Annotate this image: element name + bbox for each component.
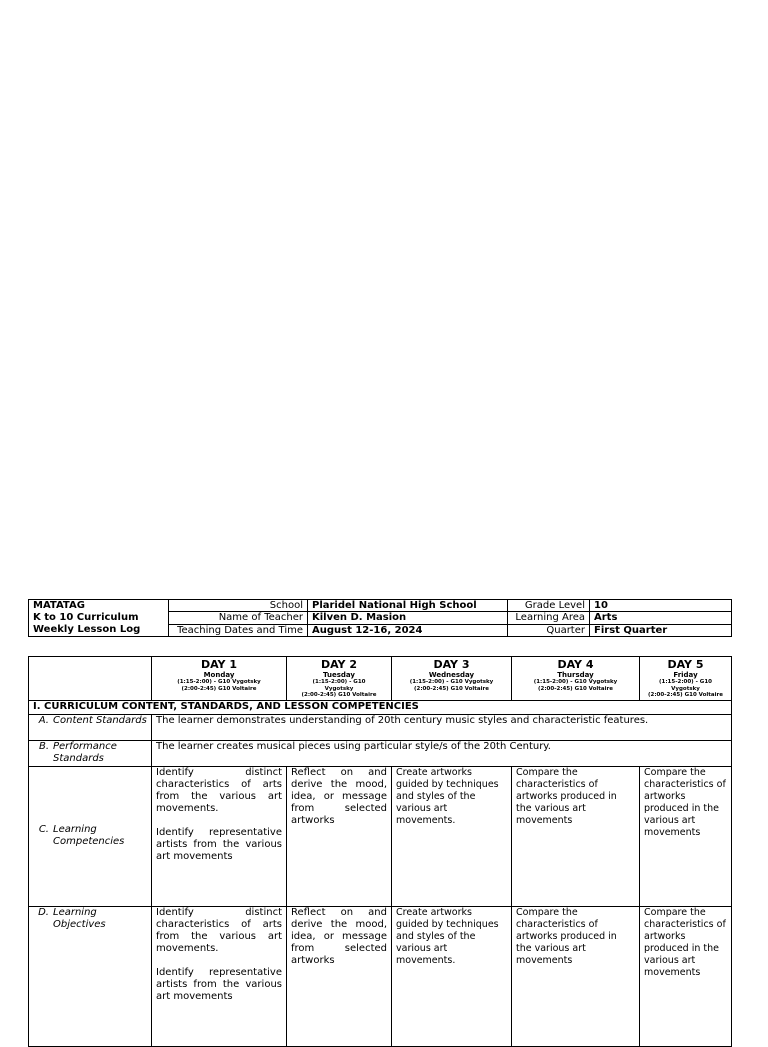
day-4-weekday: Thursday [557,671,594,679]
objective-day-5: Compare the characteristics of artworks produced in the various art movements [640,906,732,1046]
grade-value: 10 [590,600,732,612]
day-3-schedule-1: (1:15-2:00) - G10 Vygotsky [409,679,494,685]
header-table [28,599,732,637]
objective-day-4: Compare the characteristics of artworks produced in the various art movements [512,906,640,1046]
blank-corner-cell [29,657,152,701]
day-3-title: DAY 3 [433,658,470,671]
day-5-weekday: Friday [673,671,698,679]
competency-day-2: Reflect on and derive the mood, idea, or message from selected artworks [287,766,392,906]
day-5-schedule-3: (2:00-2:45) G10 Voltaire [648,692,723,698]
learning-objectives-row [29,906,732,1046]
objective-day-1 [152,906,287,1046]
learning-competencies-label-cell [29,766,152,906]
content-standards-label: Content Standards [53,714,147,726]
day-4-schedule-2: (2:00-2:45) G10 Voltaire [538,685,613,692]
day-3-header [392,657,512,701]
competency-day-1-para-2: Identify representative artists from the various art movements [156,826,282,862]
lesson-log-table [28,656,732,1047]
day-1-title: DAY 1 [200,658,238,671]
content-standards-label-cell [29,714,152,740]
log-title-line-2: K to 10 Curriculum [33,612,139,623]
day-2-schedule-1: (1:15-2:00) - G10 [312,679,366,685]
learning-competencies-row [29,766,732,906]
performance-standards-text: The learner creates musical pieces using particular style/s of the 20th Century. [152,740,732,766]
learning-objectives-letter: D. [38,906,49,918]
competency-day-1-para-1: Identify distinct characteristics of arts from the various art movements. [156,766,282,814]
day-1-schedule-2: (2:00-2:45) G10 Voltaire [181,685,257,692]
quarter-label: Quarter [508,624,590,636]
day-5-header [640,657,732,701]
competency-day-5: Compare the characteristics of artworks produced in the various art movements [640,766,732,906]
content-standards-text: The learner demonstrates understanding of 20th century music styles and characteristic features. [152,714,732,740]
dates-value: August 12-16, 2024 [308,624,508,636]
learning-competencies-letter: C. [38,824,49,835]
day-2-schedule-3: (2:00-2:45) G10 Voltaire [301,692,377,698]
day-header-row [29,657,732,701]
day-4-title: DAY 4 [557,658,594,671]
teacher-value: Kilven D. Masion [308,612,508,624]
area-label: Learning Area [508,612,590,624]
day-2-weekday: Tuesday [323,671,355,679]
day-1-schedule-1: (1:15-2:00) - G10 Vygotsky [177,679,261,685]
day-4-schedule-1: (1:15-2:00) - G10 Vygotsky [533,679,618,685]
day-2-header [287,657,392,701]
log-title [29,600,169,637]
log-title-line-3: Weekly Lesson Log [33,624,141,635]
day-3-schedule-2: (2:00-2:45) G10 Voltaire [414,685,489,692]
section-heading-curriculum: I. CURRICULUM CONTENT, STANDARDS, AND LESSON COMPETENCIES [29,700,732,714]
learning-competencies-label: Learning Competencies [53,824,125,847]
content-standards-row [29,714,732,740]
day-2-title: DAY 2 [320,658,358,671]
log-title-line-1: MATATAG [33,600,85,611]
learning-objectives-label-cell [29,906,152,1046]
performance-standards-letter: B. [38,740,49,752]
day-5-title: DAY 5 [667,658,704,671]
grade-label: Grade Level [508,600,590,612]
day-4-header [512,657,640,701]
objective-day-1-para-2: Identify representative artists from the various art movements [156,966,282,1002]
school-value: Plaridel National High School [308,600,508,612]
area-value: Arts [590,612,732,624]
competency-day-4: Compare the characteristics of artworks produced in the various art movements [512,766,640,906]
day-3-weekday: Wednesday [428,671,475,679]
objective-day-1-para-1: Identify distinct characteristics of arts from the various art movements. [156,906,282,954]
performance-standards-label: Performance Standards [53,740,117,764]
teacher-label: Name of Teacher [169,612,308,624]
day-2-schedule-2: Vygotsky [324,685,354,692]
objective-day-2: Reflect on and derive the mood, idea, or message from selected artworks [287,906,392,1046]
dates-label: Teaching Dates and Time [169,624,308,636]
competency-day-1 [152,766,287,906]
quarter-value: First Quarter [590,624,732,636]
objective-day-3: Create artworks guided by techniques and styles of the various art movements. [392,906,512,1046]
school-label: School [169,600,308,612]
competency-day-3: Create artworks guided by techniques and styles of the various art movements. [392,766,512,906]
performance-standards-row [29,740,732,766]
content-standards-letter: A. [38,714,49,726]
performance-standards-label-cell [29,740,152,766]
learning-objectives-label: Learning Objectives [53,906,106,930]
day-1-weekday: Monday [203,671,235,679]
day-5-schedule-1: (1:15-2:00) - G10 [659,679,712,685]
day-1-header [152,657,287,701]
day-5-schedule-2: Vygotsky [671,685,700,692]
